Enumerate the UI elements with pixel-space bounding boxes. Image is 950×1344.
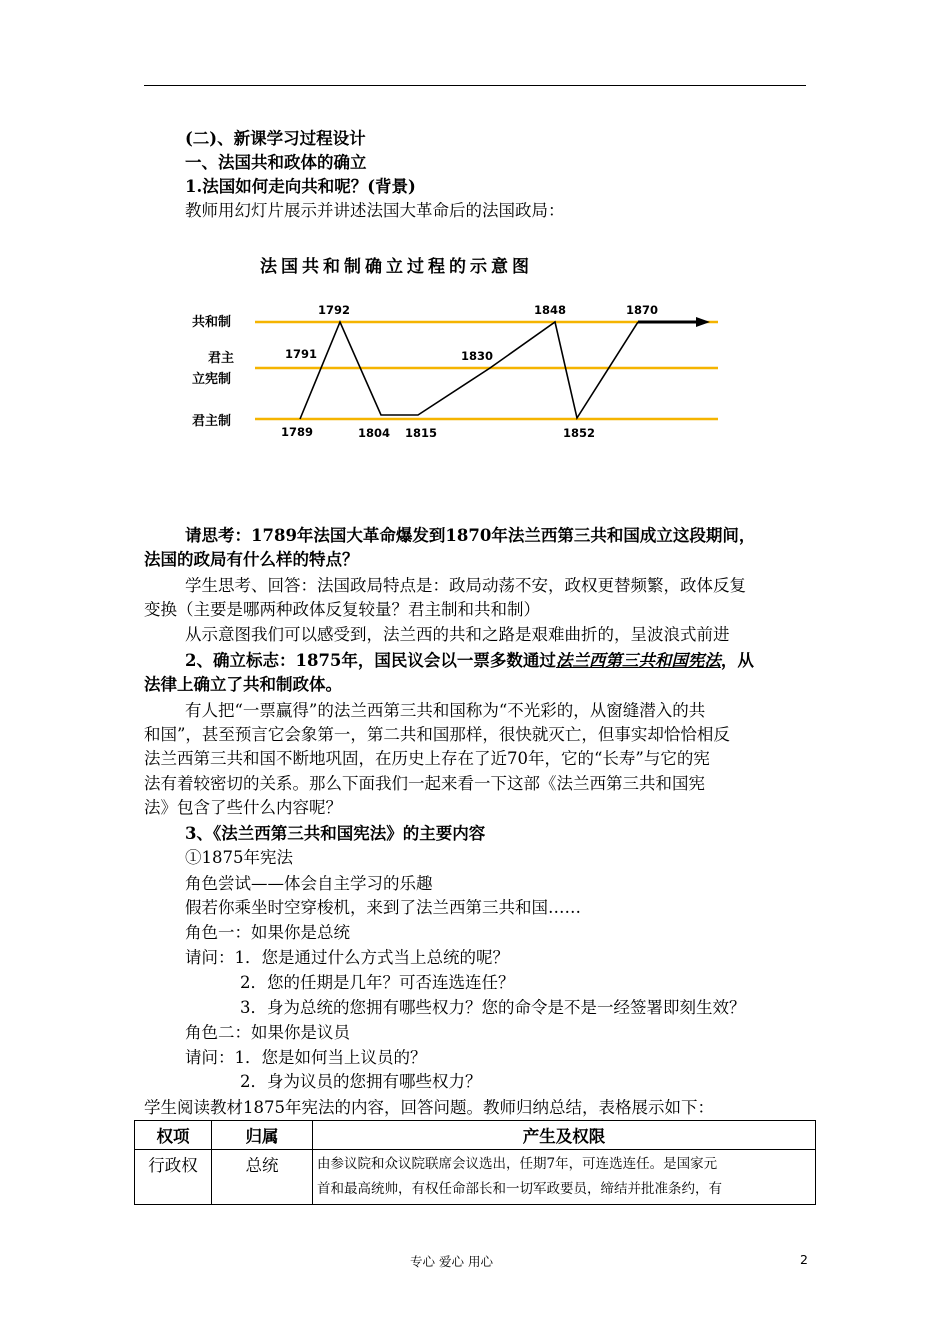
cell-desc-line-1: 由参议院和众议院联席会议选出，任期7年，可连选连任。是国家元 [317, 1156, 718, 1172]
paragraph-line-3: 法兰西第三共和国不断地巩固，在历史上存在了近70年，它的“长寿”与它的宪 [144, 749, 710, 768]
year-1804: 1804 [358, 426, 391, 440]
paragraph-line-2: 和国”，甚至预言它会象第一，第二共和国那样，很快就灭亡，但事实却恰恰相反 [144, 725, 730, 744]
cell-desc-line-2: 首和最高统帅，有权任命部长和一切军政要员，缔结并批准条约，有 [317, 1181, 722, 1197]
year-1852: 1852 [563, 426, 596, 440]
header-power-item: 权项 [135, 1121, 212, 1150]
establish-mark-line-1 [185, 649, 754, 673]
constitution-emphasis: 法兰西第三共和国宪法 [555, 651, 721, 670]
answer-line-1: 学生思考、回答：法国政局特点是：政局动荡不安，政权更替频繁，政体反复 [185, 576, 746, 595]
regime-trajectory-line [300, 322, 638, 419]
time-machine-text: 假若你乘坐时空穿梭机，来到了法兰西第三共和国…… [185, 898, 581, 917]
cell-owner: 总统 [212, 1150, 313, 1205]
header-owner: 归属 [212, 1121, 313, 1150]
establish-mark-line-2: 法律上确立了共和制政体。 [144, 675, 342, 694]
paragraph-line-1: 有人把“一票赢得”的法兰西第三共和国称为“不光彩的，从窗缝潜入的共 [185, 701, 706, 720]
cell-power-item: 行政权 [135, 1150, 212, 1205]
paragraph-line-4: 法有着较密切的关系。那么下面我们一起来看一下这部《法兰西第三共和国宪 [144, 774, 705, 793]
page-number: 2 [800, 1252, 808, 1267]
wave-sentence: 从示意图我们可以感受到，法兰西的共和之路是艰难曲折的，呈波浪式前进 [185, 625, 730, 644]
table-row [135, 1150, 816, 1205]
role-one-label: 角色一：如果你是总统 [185, 923, 350, 942]
role-two-label: 角色二：如果你是议员 [185, 1023, 350, 1042]
row-label-monarchy: 君主制 [192, 414, 232, 429]
constitution-content-heading: 3、《法兰西第三共和国宪法》的主要内容 [185, 824, 486, 843]
diagram-title: 法国共和制确立过程的示意图 [260, 257, 533, 277]
year-1830: 1830 [461, 349, 494, 363]
section-subheading: 一、法国共和政体的确立 [185, 153, 367, 172]
summary-intro: 学生阅读教材1875年宪法的内容，回答问题。教师归纳总结，表格展示如下： [144, 1098, 714, 1117]
year-1870: 1870 [626, 303, 659, 317]
role-play-heading: 角色尝试——体会自主学习的乐趣 [185, 874, 433, 893]
section-heading: (二)、新课学习过程设计 [185, 129, 366, 148]
deputy-question-2: 2．身为议员的您拥有哪些权力？ [240, 1072, 482, 1091]
table-header-row [135, 1121, 816, 1150]
president-question-3: 3．身为总统的您拥有哪些权力？您的命令是不是一经签署即刻生效？ [240, 998, 746, 1017]
think-question-line-2: 法国的政局有什么样的特点？ [144, 550, 359, 569]
footer-motto: 专心 爱心 用心 [410, 1254, 493, 1269]
deputy-question-1: 请问：1．您是如何当上议员的？ [185, 1048, 427, 1067]
establish-mark-suffix: ，从 [720, 651, 754, 670]
year-1848: 1848 [534, 303, 567, 317]
row-label-monarch: 君主 [208, 351, 235, 366]
think-question-line-1: 请思考：1789年法国大革命爆发到1870年法兰西第三共和国成立这段期间， [185, 526, 756, 545]
intro-text: 教师用幻灯片展示并讲述法国大革命后的法国政局： [185, 201, 565, 220]
question-1: 1.法国如何走向共和呢？(背景) [185, 177, 416, 196]
president-question-1: 请问：1．您是通过什么方式当上总统的呢？ [185, 948, 509, 967]
header-origin-and-power: 产生及权限 [313, 1121, 816, 1150]
republic-timeline-diagram [180, 248, 740, 448]
president-question-2: 2．您的任期是几年？可否连选连任？ [240, 973, 515, 992]
paragraph-line-5: 法》包含了些什么内容呢？ [144, 798, 342, 817]
row-label-republic: 共和制 [192, 315, 232, 330]
continuation-arrowhead [696, 317, 710, 327]
row-label-constitutional: 立宪制 [192, 372, 232, 387]
establish-mark-prefix: 2、确立标志：1875年，国民议会以一票多数通过 [185, 651, 556, 670]
year-1791: 1791 [285, 347, 318, 361]
answer-line-2: 变换（主要是哪两种政体反复较量？君主制和共和制） [144, 600, 540, 619]
constitution-1875-label: ①1875年宪法 [185, 848, 293, 867]
constitution-powers-table [134, 1120, 816, 1205]
year-1792: 1792 [318, 303, 351, 317]
year-1815: 1815 [405, 426, 438, 440]
year-1789: 1789 [281, 425, 314, 439]
header-rule [144, 85, 806, 86]
cell-origin-and-power [313, 1150, 816, 1205]
